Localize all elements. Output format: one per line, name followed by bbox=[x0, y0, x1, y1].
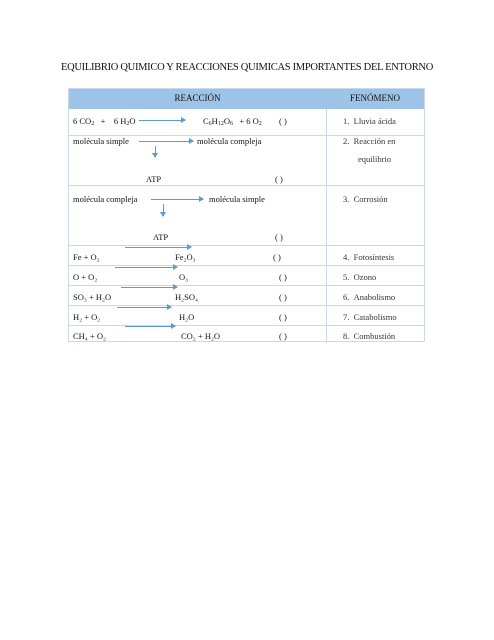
reactions-table bbox=[68, 88, 425, 342]
fenomeno-item: 4. Fotosíntesis bbox=[343, 252, 395, 262]
fenomeno-item: 5. Ozono bbox=[343, 272, 377, 282]
reaction-right: Fe₂O₃ bbox=[175, 252, 196, 262]
reaction-right: H₂SO₄ bbox=[175, 292, 198, 302]
fenomeno-item: 3. Corrosión bbox=[343, 194, 388, 204]
reaction-arrow bbox=[139, 141, 193, 142]
row1-reactants: 6 $CO_2$ + 6 $H_2O$ bbox=[73, 116, 136, 127]
row-divider bbox=[69, 285, 424, 286]
row3-compleja: molécula compleja bbox=[73, 194, 138, 204]
reaction-arrow bbox=[125, 326, 175, 327]
reaction-right: CO₂ + H₂O bbox=[181, 331, 221, 341]
row3-atp: ATP bbox=[153, 232, 169, 242]
row2-compleja: molécula compleja bbox=[197, 136, 262, 146]
row2-atp: ATP bbox=[146, 174, 162, 184]
table-header bbox=[69, 89, 424, 109]
fenomeno-item: 7. Catabolismo bbox=[343, 312, 397, 322]
reaction-answer-blank: ( ) bbox=[279, 272, 287, 282]
row3-simple: molécula simple bbox=[209, 194, 265, 204]
reaction-left: H₂ + O₂ bbox=[73, 312, 101, 322]
reaction-left: O + O₂ bbox=[73, 272, 98, 282]
row1-products: $C_6H_{12}O_6$ + 6 $O_2$ bbox=[203, 116, 262, 127]
reaction-arrow bbox=[117, 307, 171, 308]
reaction-arrow bbox=[151, 199, 203, 200]
fenomeno-item: 1. Lluvia ácida bbox=[343, 116, 396, 126]
header-reaccion: REACCIÓN bbox=[174, 93, 221, 103]
atp-arrow bbox=[155, 146, 156, 157]
row-divider bbox=[69, 185, 424, 186]
reaction-arrow bbox=[125, 247, 191, 248]
reaction-left: SO₃ + H₂O bbox=[73, 292, 112, 302]
column-divider bbox=[326, 109, 327, 343]
row-divider bbox=[69, 305, 424, 306]
row3-answer-blank: ( ) bbox=[275, 232, 283, 242]
header-fenomeno: FENÓMENO bbox=[349, 93, 400, 103]
reaction-right: H₂O bbox=[179, 312, 195, 322]
fenomeno-item: 8. Combustión bbox=[343, 331, 396, 341]
reaction-left: Fe + O₂ bbox=[73, 252, 100, 262]
row-divider bbox=[69, 325, 424, 326]
reaction-left: CH₄ + O₂ bbox=[73, 331, 106, 341]
reaction-answer-blank: ( ) bbox=[279, 312, 287, 322]
reaction-answer-blank: ( ) bbox=[279, 331, 287, 341]
atp-arrow bbox=[163, 204, 164, 216]
fenomeno-item: 2. Reacción en bbox=[343, 136, 396, 146]
reaction-arrow bbox=[121, 287, 177, 288]
row-divider bbox=[69, 265, 424, 266]
row2-answer-blank: ( ) bbox=[275, 174, 283, 184]
reaction-arrow bbox=[139, 120, 185, 121]
fenomeno-item: 6. Anabolismo bbox=[343, 292, 396, 302]
row1-answer-blank: ( ) bbox=[279, 116, 287, 126]
reaction-right: O₃ bbox=[179, 272, 189, 282]
row-divider bbox=[69, 245, 424, 246]
fenomeno-item-cont: equilibrio bbox=[358, 154, 392, 164]
reaction-answer-blank: ( ) bbox=[273, 252, 281, 262]
reaction-answer-blank: ( ) bbox=[279, 292, 287, 302]
reaction-arrow bbox=[115, 267, 177, 268]
document-title: EQUILIBRIO QUIMICO Y REACCIONES QUIMICAS IMPORTANTES DEL ENTORNO bbox=[60, 62, 433, 73]
row2-simple: molécula simple bbox=[73, 136, 129, 146]
